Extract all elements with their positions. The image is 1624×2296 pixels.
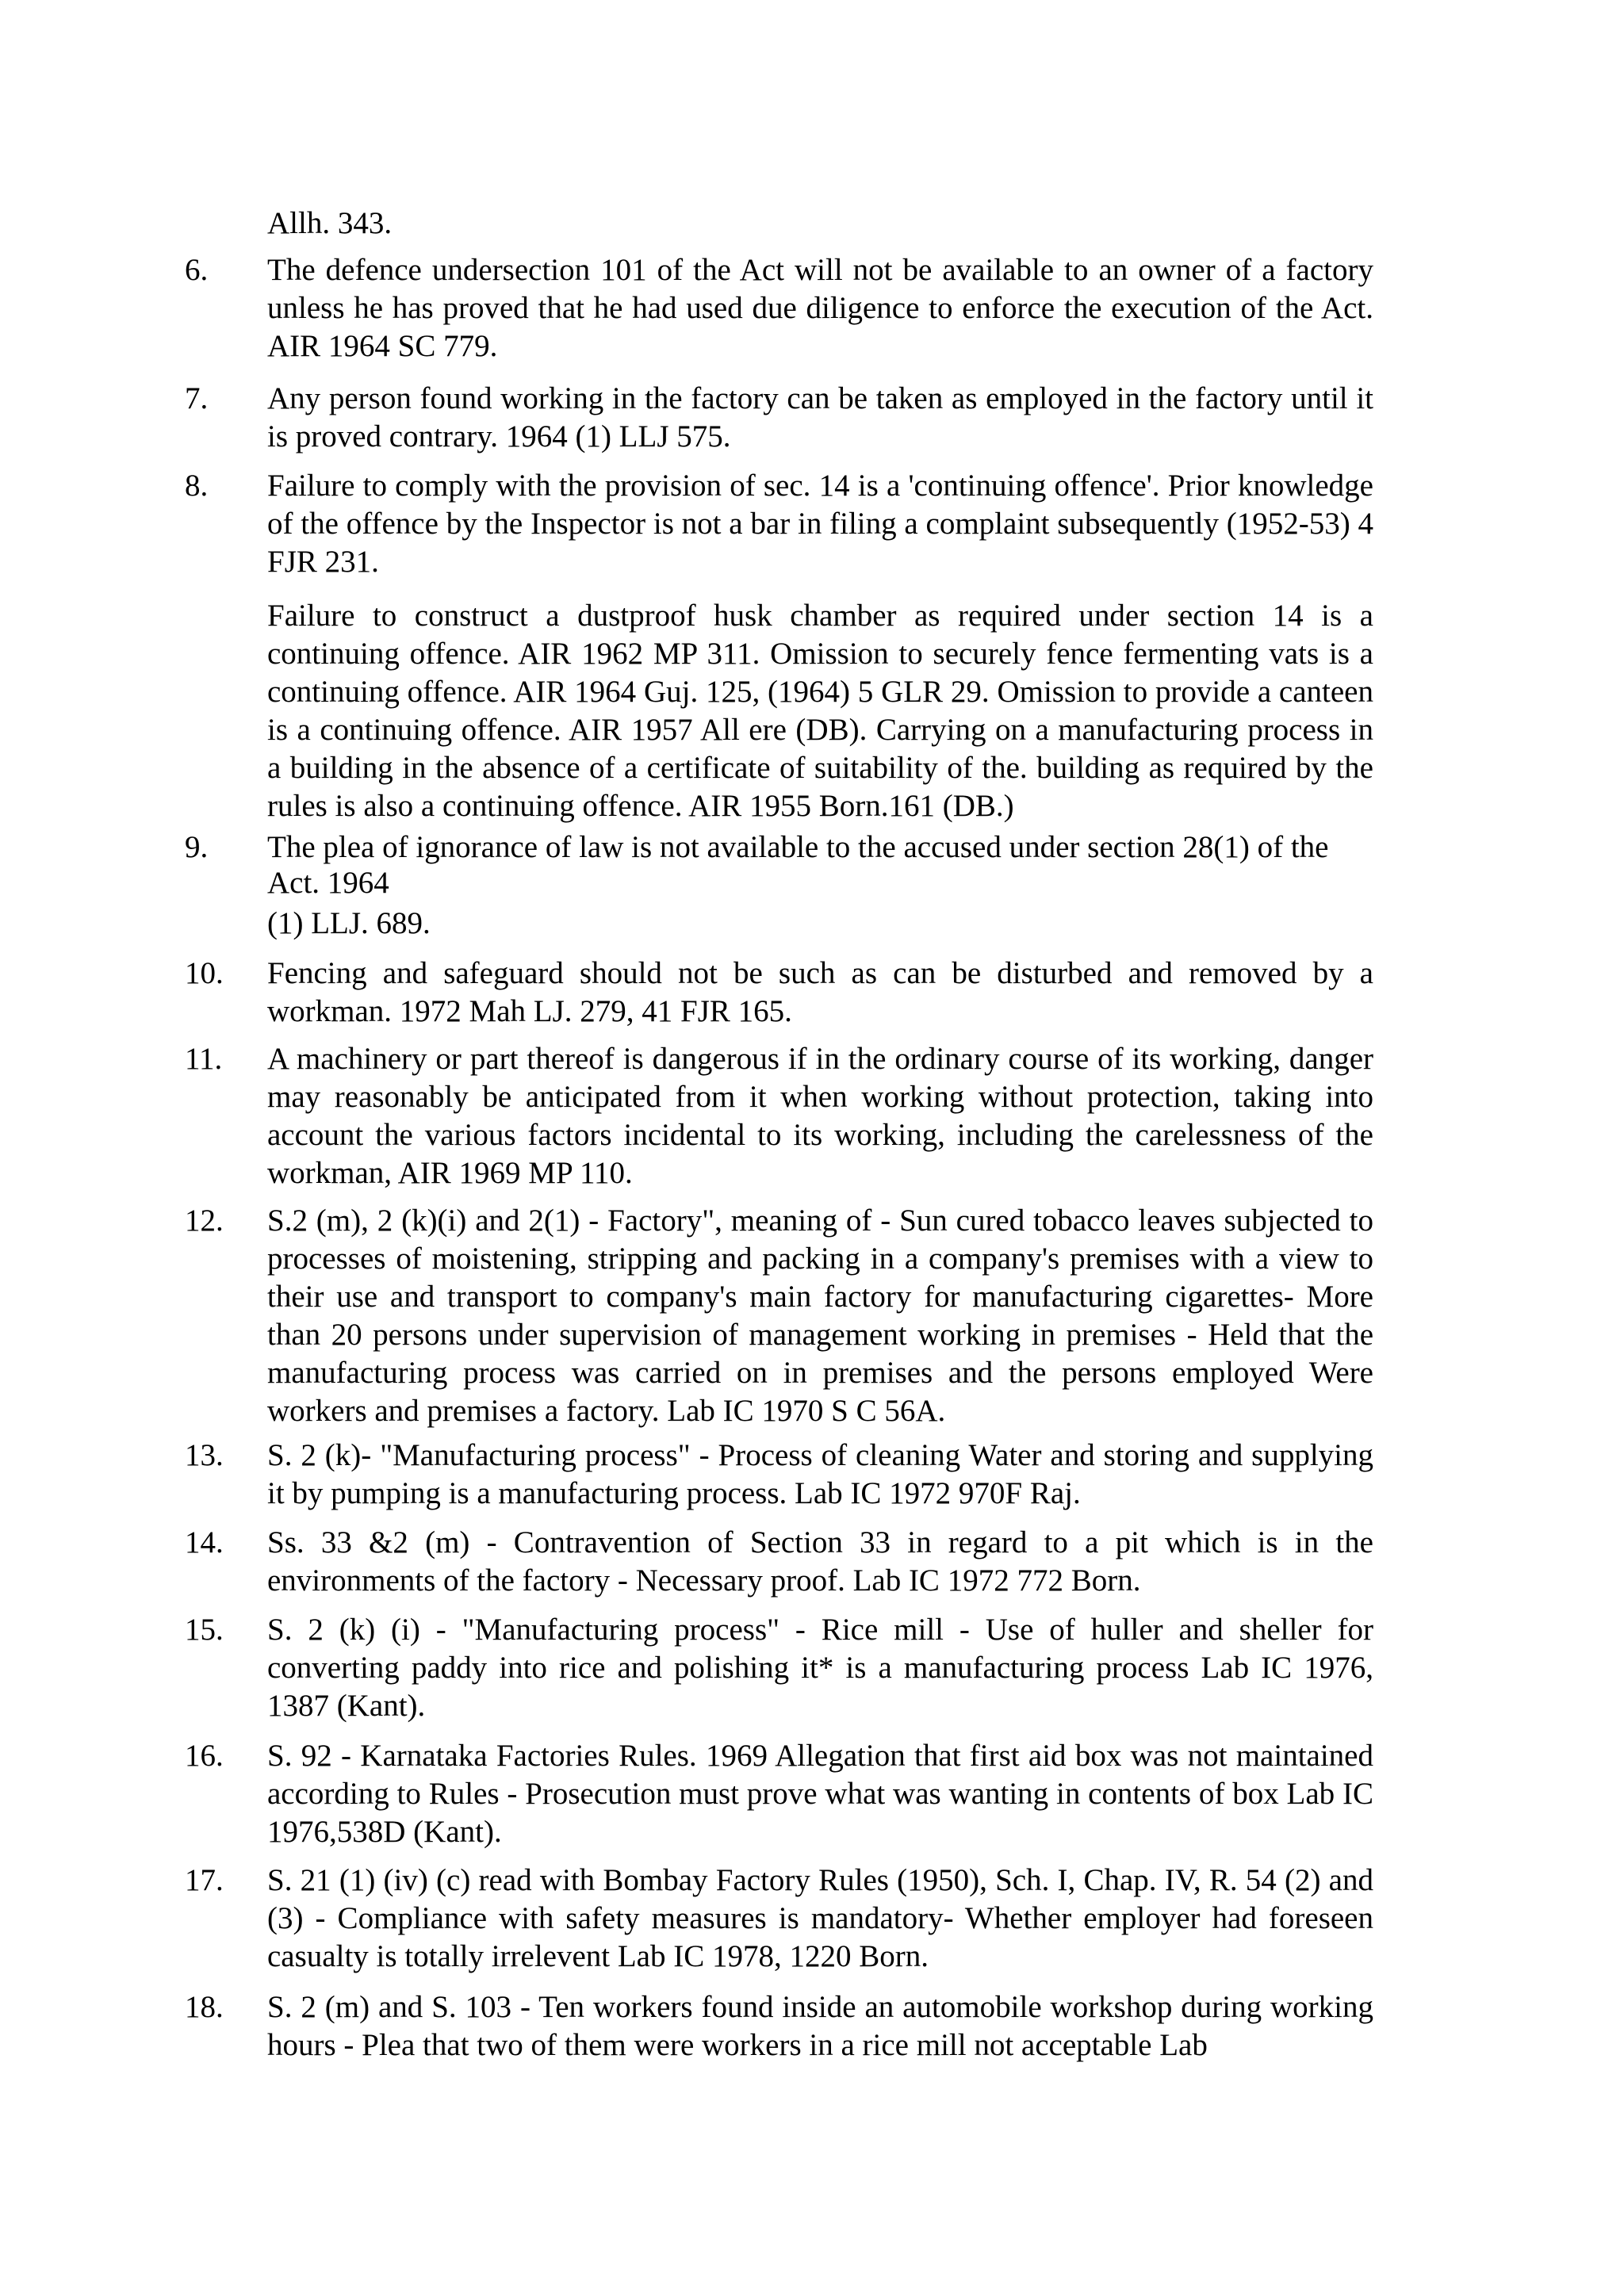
item-number: 16. (185, 1739, 224, 1773)
item-text: Failure to comply with the provision of sec. 14 is a 'continuing offence'. Prior knowledge of the offence by the Inspector is not a bar in filing a complaint subsequently (1952-53) 4 FJR 231. (267, 469, 1373, 579)
item-text: The defence undersection 101 of the Act will not be available to an owner of a factory unless he has proved that he had used due diligence to enforce the execution of the Act. AIR 1964 SC 779. (267, 253, 1373, 363)
item-number: 15. (185, 1613, 224, 1647)
lead-text: Allh. 343. (267, 206, 393, 240)
item-number: 18. (185, 1990, 224, 2024)
item-text: S. 2 (m) and S. 103 - Ten workers found inside an automobile workshop during working hours - Plea that two of them were workers in a rice mill not acceptable Lab (267, 1990, 1373, 2062)
item-text-line: Act. 1964 (267, 866, 389, 900)
item-text: Any person found working in the factory can be taken as employed in the factory until it is proved contrary. 1964 (1) LLJ 575. (267, 381, 1373, 453)
item-text: S.2 (m), 2 (k)(i) and 2(1) - Factory", meaning of - Sun cured tobacco leaves subjected to processes of moistening, stripping and packing in a company's premises with a view to their use and transport to company's main factory for manufacturing cigarettes- More than 20 persons under supervision of management working in premises - Held that the manufacturing process was carried on in premises and the persons employed Were workers and premises a factory. Lab IC 1970 S C 56A. (267, 1203, 1373, 1428)
item-text: S. 21 (1) (iv) (c) read with Bombay Factory Rules (1950), Sch. I, Chap. IV, R. 54 (2) and (3) - Compliance with safety measures is mandatory- Whether employer had foreseen casualty is totally irrelevent Lab IC 1978, 1220 Born. (267, 1863, 1373, 1973)
item-number: 12. (185, 1203, 224, 1238)
item-number: 13. (185, 1438, 224, 1472)
item-number: 11. (185, 1042, 223, 1076)
item-number: 10. (185, 956, 224, 990)
item-text-line: (1) LLJ. 689. (267, 906, 431, 940)
item-text: S. 2 (k)- "Manufacturing process" - Process of cleaning Water and storing and supplying it by pumping is a manufacturing process. Lab IC 1972 970F Raj. (267, 1438, 1373, 1510)
item-number: 14. (185, 1525, 224, 1559)
item-text: Fencing and safeguard should not be such as can be disturbed and removed by a workman. 1972 Mah LJ. 279, 41 FJR 165. (267, 956, 1373, 1028)
item-number: 9. (185, 830, 209, 864)
item-number: 17. (185, 1863, 224, 1897)
item-number: 6. (185, 253, 209, 287)
item-text: S. 2 (k) (i) - "Manufacturing process" - Rice mill - Use of huller and sheller for converting paddy into rice and polishing it* is a manufacturing process Lab IC 1976, 1387 (Kant). (267, 1613, 1373, 1723)
item-continuation-text: Failure to construct a dustproof husk chamber as required under section 14 is a continuing offence. AIR 1962 MP 311. Omission to securely fence fermenting vats is a continuing offence. AIR 1964 Guj. 125, (1964) 5 GLR 29. Omission to provide a canteen is a continuing offence. AIR 1957 All ere (DB). Carrying on a manufacturing process in a building in the absence of a certificate of suitability of the. building as required by the rules is also a continuing offence. AIR 1955 Born.161 (DB.) (267, 599, 1373, 823)
item-text: S. 92 - Karnataka Factories Rules. 1969 Allegation that first aid box was not maintained according to Rules - Prosecution must prove what was wanting in contents of box Lab IC 1976,538D (Kant). (267, 1739, 1373, 1849)
item-number: 7. (185, 381, 209, 415)
item-text: Ss. 33 &2 (m) - Contravention of Section 33 in regard to a pit which is in the environments of the factory - Necessary proof. Lab IC 1972 772 Born. (267, 1525, 1373, 1598)
item-text: A machinery or part thereof is dangerous if in the ordinary course of its working, danger may reasonably be anticipated from it when working without protection, taking into account the various factors incidental to its working, including the carelessness of the workman, AIR 1969 MP 110. (267, 1042, 1373, 1190)
item-number: 8. (185, 469, 209, 503)
item-text-line: The plea of ignorance of law is not available to the accused under section 28(1) of the (267, 830, 1329, 864)
